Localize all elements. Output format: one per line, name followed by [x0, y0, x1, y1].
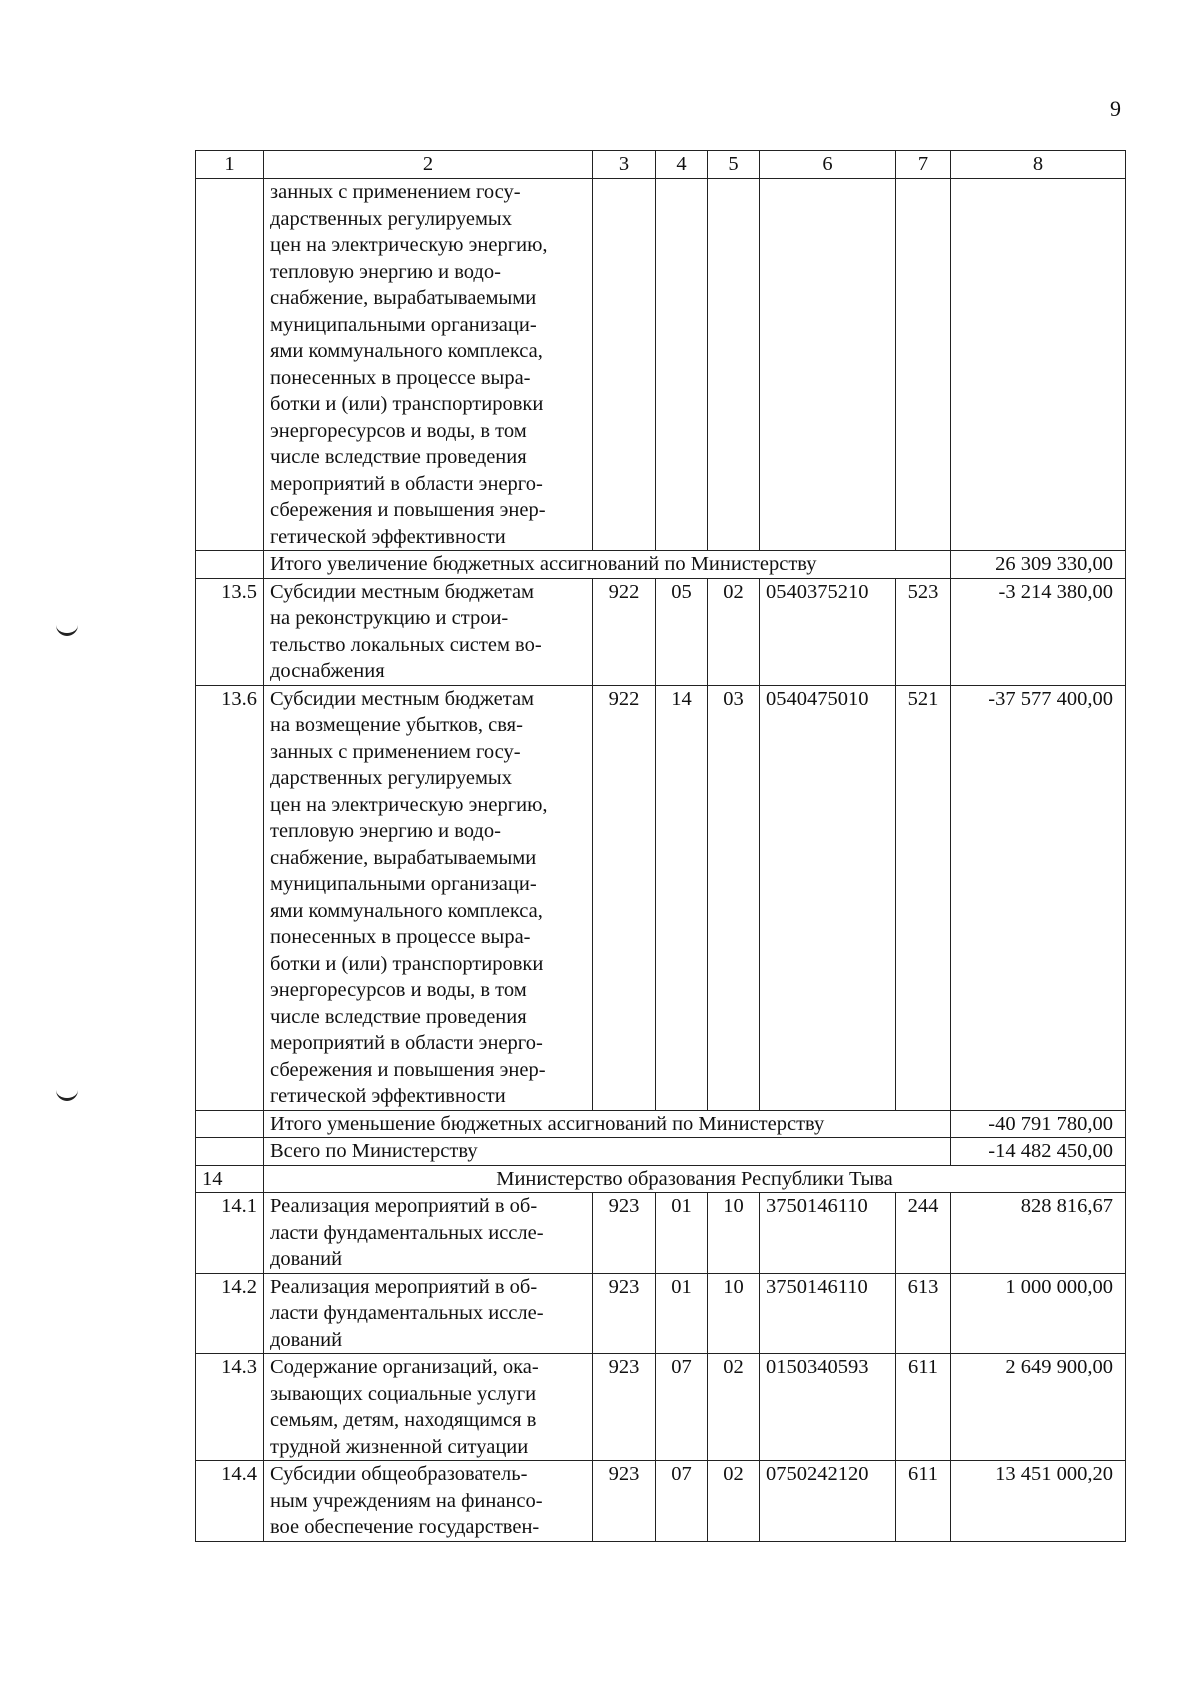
cell-value: 0750242120: [760, 1461, 896, 1542]
cell-value: 02: [708, 1461, 760, 1542]
cell-value: 0540475010: [760, 685, 896, 1110]
cell-value: 923: [593, 1354, 656, 1461]
cell-value: 14: [656, 685, 708, 1110]
total-row: [196, 1110, 1126, 1138]
row-number: 14.2: [196, 1273, 264, 1354]
cell-value: 523: [896, 578, 951, 685]
table-header-row: [196, 151, 1126, 179]
cell-value: 0540375210: [760, 578, 896, 685]
column-header: 6: [760, 151, 896, 179]
row-amount: 2 649 900,00: [951, 1354, 1126, 1461]
column-header: 1: [196, 151, 264, 179]
row-description: Реализация мероприятий в об- ласти фундаментальных иссле- дований: [264, 1193, 593, 1274]
row-number: [196, 179, 264, 551]
row-number: 14.4: [196, 1461, 264, 1542]
row-number: 13.6: [196, 685, 264, 1110]
cell-value: 611: [896, 1354, 951, 1461]
cell-value: 611: [896, 1461, 951, 1542]
cell-value: 923: [593, 1273, 656, 1354]
cell-value: 03: [708, 685, 760, 1110]
cell-value: 521: [896, 685, 951, 1110]
row-amount: 1 000 000,00: [951, 1273, 1126, 1354]
row-description: Содержание организаций, ока- зывающих социальные услуги семьям, детям, находящимся в трудной жизненной ситуации: [264, 1354, 593, 1461]
column-header: 7: [896, 151, 951, 179]
section-row: [196, 1165, 1126, 1193]
cell-value: 0150340593: [760, 1354, 896, 1461]
cell-value: 923: [593, 1193, 656, 1274]
cell-value: 10: [708, 1273, 760, 1354]
scan-mark: [56, 1088, 78, 1101]
cell-value: 01: [656, 1273, 708, 1354]
table-row: [196, 1354, 1126, 1461]
total-label: Итого увеличение бюджетных ассигнований по Министерству: [264, 551, 951, 579]
section-title: Министерство образования Республики Тыва: [264, 1165, 1126, 1193]
cell-value: 07: [656, 1354, 708, 1461]
column-header: 5: [708, 151, 760, 179]
total-row: [196, 551, 1126, 579]
row-description: Реализация мероприятий в об- ласти фундаментальных иссле- дований: [264, 1273, 593, 1354]
cell-value: 07: [656, 1461, 708, 1542]
cell-value: 3750146110: [760, 1273, 896, 1354]
row-description: Субсидии общеобразователь- ным учреждениям на финансо- вое обеспечение государствен-: [264, 1461, 593, 1542]
total-amount: -40 791 780,00: [951, 1110, 1126, 1138]
cell-value: 01: [656, 1193, 708, 1274]
cell-value: 922: [593, 685, 656, 1110]
total-row: [196, 1138, 1126, 1166]
cell-value: 02: [708, 578, 760, 685]
column-header: 4: [656, 151, 708, 179]
row-number: 13.5: [196, 578, 264, 685]
row-description: занных с применением госу- дарственных регулируемых цен на электрическую энергию, тепловую энергию и водо- снабжение, вырабатываемыми муниципальными организаци- ями коммунального комплекса, понесенных в процессе выра- ботки и (или) транспортировки энергоресурсов и воды, в том числе вследствие проведения мероприятий в области энерго- сбережения и повышения энер- гетической эффективности: [264, 179, 593, 551]
row-description: Субсидии местным бюджетам на возмещение убытков, свя- занных с применением госу- дарственных регулируемых цен на электрическую энергию, тепловую энергию и водо- снабжение, вырабатываемыми муниципальными организаци- ями коммунального комплекса, понесенных в процессе выра- ботки и (или) транспортировки энергоресурсов и воды, в том числе вследствие проведения мероприятий в области энерго- сбережения и повышения энер- гетической эффективности: [264, 685, 593, 1110]
column-header: 8: [951, 151, 1126, 179]
table-row: [196, 1273, 1126, 1354]
row-amount: 828 816,67: [951, 1193, 1126, 1274]
cell-value: 10: [708, 1193, 760, 1274]
page-number: 9: [1110, 96, 1121, 121]
scan-mark: [56, 623, 78, 636]
row-amount: -37 577 400,00: [951, 685, 1126, 1110]
cell-value: 05: [656, 578, 708, 685]
row-description: Субсидии местным бюджетам на реконструкцию и строи- тельство локальных систем во- доснабжения: [264, 578, 593, 685]
row-number: 14.3: [196, 1354, 264, 1461]
table-row: [196, 578, 1126, 685]
table-row: [196, 179, 1126, 551]
cell-value: 613: [896, 1273, 951, 1354]
total-label: Всего по Министерству: [264, 1138, 951, 1166]
budget-table: [195, 150, 1126, 1542]
cell-value: 02: [708, 1354, 760, 1461]
cell-value: 923: [593, 1461, 656, 1542]
row-number: 14.1: [196, 1193, 264, 1274]
table-row: [196, 1461, 1126, 1542]
cell-value: 244: [896, 1193, 951, 1274]
section-number: 14: [196, 1165, 264, 1193]
column-header: 2: [264, 151, 593, 179]
row-amount: -3 214 380,00: [951, 578, 1126, 685]
cell-value: 922: [593, 578, 656, 685]
column-header: 3: [593, 151, 656, 179]
total-amount: 26 309 330,00: [951, 551, 1126, 579]
total-label: Итого уменьшение бюджетных ассигнований по Министерству: [264, 1110, 951, 1138]
row-amount: 13 451 000,20: [951, 1461, 1126, 1542]
table-row: [196, 1193, 1126, 1274]
cell-value: 3750146110: [760, 1193, 896, 1274]
total-amount: -14 482 450,00: [951, 1138, 1126, 1166]
table-row: [196, 685, 1126, 1110]
